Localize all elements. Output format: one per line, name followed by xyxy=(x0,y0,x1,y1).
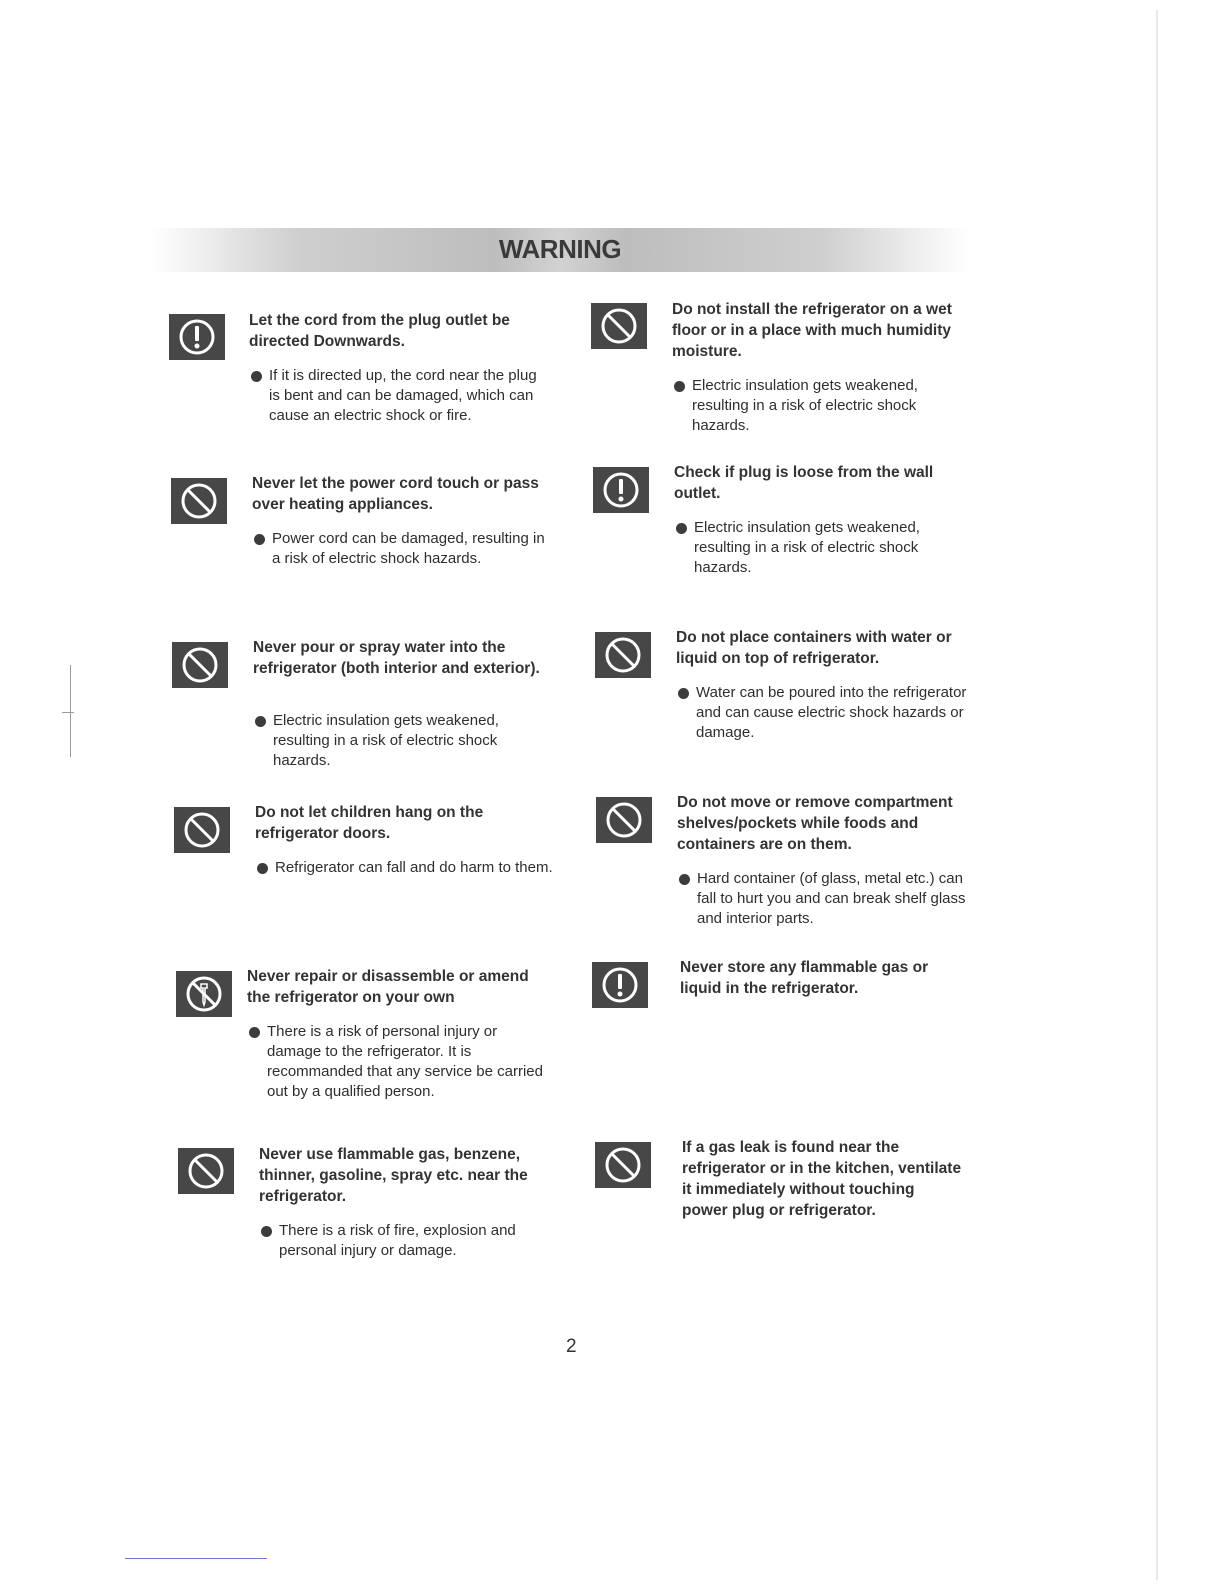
bullet-icon xyxy=(676,523,687,534)
prohibited-icon xyxy=(595,1142,651,1188)
warning-detail xyxy=(676,683,968,743)
bullet-icon xyxy=(249,1027,260,1038)
warning-item xyxy=(249,310,549,426)
bullet-icon xyxy=(257,863,268,874)
warning-detail-text: Electric insulation gets weakened, resulting in a risk of electric shock hazards. xyxy=(273,712,499,769)
exclamation-icon xyxy=(592,962,648,1008)
warning-heading: Never use flammable gas, benzene, thinner, gasoline, spray etc. near the refrigerator. xyxy=(259,1146,528,1205)
warning-item xyxy=(682,1137,964,1221)
warning-item xyxy=(674,462,966,578)
page-number: 2 xyxy=(566,1336,577,1357)
margin-mark xyxy=(70,665,71,757)
warning-item xyxy=(247,966,547,1102)
warning-item xyxy=(680,957,965,999)
warning-heading: Do not move or remove compartment shelves/pockets while foods and containers are on them. xyxy=(677,794,953,853)
warning-detail xyxy=(247,1022,547,1102)
bullet-icon xyxy=(679,874,690,885)
warning-heading: Never repair or disassemble or amend the refrigerator on your own xyxy=(247,968,529,1006)
no-disassembly-icon xyxy=(176,971,232,1017)
exclamation-icon xyxy=(169,314,225,360)
warning-item xyxy=(259,1144,559,1261)
prohibited-icon xyxy=(595,632,651,678)
footer-link-line xyxy=(125,1558,267,1559)
warning-item xyxy=(252,473,552,569)
warning-heading: Do not install the refrigerator on a wet floor or in a place with much humidity moisture. xyxy=(672,301,952,360)
warning-banner xyxy=(150,228,970,272)
bullet-icon xyxy=(678,688,689,699)
bullet-icon xyxy=(251,371,262,382)
warning-heading: Let the cord from the plug outlet be directed Downwards. xyxy=(249,312,510,350)
warning-detail-text: Electric insulation gets weakened, resulting in a risk of electric shock hazards. xyxy=(694,519,920,576)
warning-item xyxy=(672,299,964,436)
page-edge-line xyxy=(1156,10,1158,1580)
prohibited-icon xyxy=(171,478,227,524)
warning-item xyxy=(255,802,555,878)
prohibited-icon xyxy=(591,303,647,349)
warning-heading: Do not let children hang on the refrigerator doors. xyxy=(255,804,484,842)
prohibited-icon xyxy=(172,642,228,688)
bullet-icon xyxy=(254,534,265,545)
warning-item xyxy=(677,792,967,929)
exclamation-icon xyxy=(593,467,649,513)
warning-detail-text: Electric insulation gets weakened, resulting in a risk of electric shock hazards. xyxy=(692,377,918,434)
warning-detail-text: There is a risk of personal injury or damage to the refrigerator. It is recommanded that any service be carried out by a qualified person. xyxy=(267,1023,543,1100)
warning-heading: Never pour or spray water into the refrigerator (both interior and exterior). xyxy=(253,639,540,677)
warning-heading: Never store any flammable gas or liquid in the refrigerator. xyxy=(680,959,929,997)
bullet-icon xyxy=(261,1226,272,1237)
bullet-icon xyxy=(255,716,266,727)
prohibited-icon xyxy=(596,797,652,843)
warning-heading: Do not place containers with water or liquid on top of refrigerator. xyxy=(676,629,952,667)
prohibited-icon xyxy=(174,807,230,853)
warning-detail xyxy=(249,366,549,426)
warning-item xyxy=(253,637,553,771)
bullet-icon xyxy=(674,381,685,392)
warning-heading: If a gas leak is found near the refrigerator or in the kitchen, ventilate it immediately without touching power plug or refrigerator. xyxy=(682,1139,962,1219)
warning-detail xyxy=(672,376,964,436)
warning-detail xyxy=(252,529,552,569)
warning-detail xyxy=(674,518,966,578)
warning-detail-text: Hard container (of glass, metal etc.) can fall to hurt you and can break shelf glass and interior parts. xyxy=(697,870,966,927)
warning-detail-text: Refrigerator can fall and do harm to them. xyxy=(275,859,553,876)
warning-heading: Check if plug is loose from the wall outlet. xyxy=(674,464,934,502)
warning-heading: Never let the power cord touch or pass over heating appliances. xyxy=(252,475,539,513)
warning-detail-text: If it is directed up, the cord near the plug is bent and can be damaged, which can cause an electric shock or fire. xyxy=(269,367,537,424)
warning-detail-text: There is a risk of fire, explosion and personal injury or damage. xyxy=(279,1222,516,1259)
warning-detail-text: Water can be poured into the refrigerator and can cause electric shock hazards or damage. xyxy=(696,684,967,741)
warning-title: WARNING xyxy=(498,234,622,264)
warning-detail xyxy=(253,711,553,771)
margin-tick xyxy=(62,712,74,713)
warning-item xyxy=(676,627,968,743)
warning-detail-text: Power cord can be damaged, resulting in a risk of electric shock hazards. xyxy=(272,530,545,567)
warning-detail xyxy=(255,858,555,878)
prohibited-icon xyxy=(178,1148,234,1194)
warning-detail xyxy=(677,869,967,929)
warning-detail xyxy=(259,1221,559,1261)
